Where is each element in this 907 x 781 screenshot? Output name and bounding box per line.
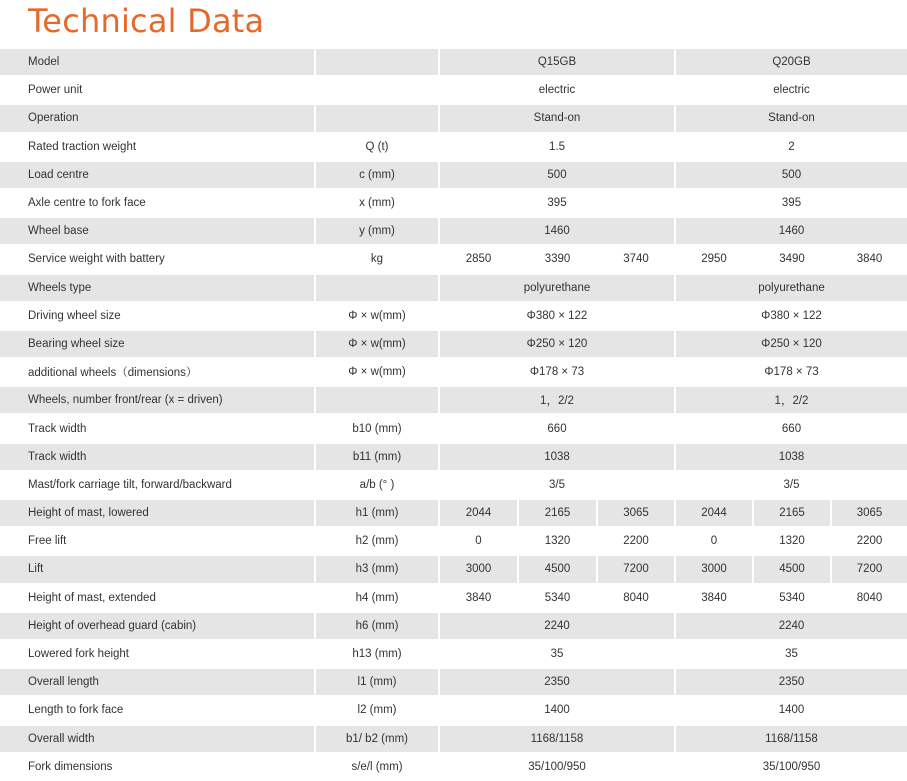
row-unit: h13 (mm) <box>352 648 402 661</box>
value-q20gb: Stand-on <box>676 105 907 131</box>
value-q15gb-2: 1320 <box>544 535 571 548</box>
value-q15gb: 2240 <box>440 613 674 639</box>
value-q20gb: 1038 <box>676 444 907 470</box>
table-row <box>0 753 907 781</box>
row-label: Rated traction weight <box>28 140 137 153</box>
value-q20gb: 395 <box>781 197 802 210</box>
table-row <box>0 499 907 527</box>
table-row <box>0 133 907 161</box>
row-label: Fork dimensions <box>28 760 113 773</box>
row-label: Mast/fork carriage tilt, forward/backward <box>28 478 232 491</box>
value-q20gb: Q20GB <box>676 49 907 75</box>
row-unit: l2 (mm) <box>357 704 397 717</box>
value-q20gb: 3/5 <box>783 478 800 491</box>
value-q15gb: 1，2/2 <box>440 387 674 413</box>
value-q15gb: Q15GB <box>440 49 674 75</box>
table-row <box>0 640 907 668</box>
value-q20gb: 2240 <box>676 613 907 639</box>
row-unit: s/e/l (mm) <box>351 760 403 773</box>
value-q15gb: polyurethane <box>440 275 674 301</box>
value-q20gb: 35/100/950 <box>762 760 821 773</box>
row-unit <box>316 105 438 131</box>
row-unit: c (mm) <box>316 162 438 188</box>
value-q20gb: 1400 <box>778 704 805 717</box>
value-q15gb: 2350 <box>440 669 674 695</box>
row-unit: Φ × w(mm) <box>348 366 406 379</box>
row-label: Overall width <box>0 726 314 752</box>
value-q15gb-1: 3840 <box>465 591 492 604</box>
row-unit: b11 (mm) <box>316 444 438 470</box>
row-label: additional wheels（dimensions） <box>28 367 198 380</box>
row-label: Service weight with battery <box>28 253 165 266</box>
table-row <box>0 217 907 245</box>
row-label: Wheels, number front/rear (x = driven) <box>0 387 314 413</box>
value-q20gb-1: 3000 <box>676 556 752 582</box>
value-q15gb-1: 2044 <box>440 500 517 526</box>
table-row <box>0 274 907 302</box>
value-q20gb-1: 3840 <box>701 591 727 604</box>
row-unit: y (mm) <box>316 218 438 244</box>
row-label: Length to fork face <box>28 704 124 717</box>
value-q20gb-2: 2165 <box>754 500 830 526</box>
table-row <box>0 161 907 189</box>
value-q15gb: 35 <box>550 648 564 661</box>
value-q20gb-3: 3840 <box>856 253 883 266</box>
table-row <box>0 584 907 612</box>
value-q15gb-1: 0 <box>475 535 482 548</box>
table-row <box>0 555 907 583</box>
row-label: Track width <box>28 422 87 435</box>
row-label: Driving wheel size <box>28 309 121 322</box>
row-unit: Φ × w(mm) <box>316 331 438 357</box>
row-label: Free lift <box>28 535 67 548</box>
technical-data-table <box>0 48 907 781</box>
table-row <box>0 76 907 104</box>
row-unit: Φ × w(mm) <box>348 309 406 322</box>
row-label: Axle centre to fork face <box>28 197 146 210</box>
value-q20gb-3: 8040 <box>856 591 883 604</box>
value-q15gb-3: 3740 <box>623 253 649 266</box>
value-q15gb: Φ380 × 122 <box>526 309 588 322</box>
row-unit <box>316 77 438 103</box>
value-q15gb: 1168/1158 <box>440 726 674 752</box>
row-label: Height of mast, extended <box>28 591 156 604</box>
table-row <box>0 302 907 330</box>
row-label: Height of mast, lowered <box>0 500 314 526</box>
row-unit <box>316 275 438 301</box>
value-q15gb-1: 3000 <box>440 556 517 582</box>
row-unit: h6 (mm) <box>316 613 438 639</box>
row-unit: b10 (mm) <box>352 422 402 435</box>
row-label: Overall length <box>0 669 314 695</box>
table-row <box>0 696 907 724</box>
value-q15gb-1: 2850 <box>465 253 492 266</box>
value-q15gb: 660 <box>547 422 567 435</box>
value-q20gb: 1460 <box>676 218 907 244</box>
value-q20gb-3: 7200 <box>832 556 907 582</box>
value-q15gb-3: 7200 <box>598 556 674 582</box>
value-q20gb-1: 0 <box>710 535 718 548</box>
table-row <box>0 358 907 386</box>
value-q15gb: electric <box>538 84 576 97</box>
row-unit: b1/ b2 (mm) <box>316 726 438 752</box>
value-q20gb: 2350 <box>676 669 907 695</box>
value-q15gb: 1038 <box>440 444 674 470</box>
value-q15gb: Φ178 × 73 <box>529 366 585 379</box>
value-q20gb: 2 <box>788 140 795 153</box>
table-row <box>0 48 907 76</box>
table-row <box>0 386 907 414</box>
table-row <box>0 443 907 471</box>
value-q20gb-1: 2950 <box>701 253 727 266</box>
row-label: Wheel base <box>0 218 314 244</box>
value-q20gb: 1，2/2 <box>676 387 907 413</box>
row-unit: l1 (mm) <box>316 669 438 695</box>
value-q15gb: 35/100/950 <box>528 760 586 773</box>
value-q15gb-3: 3065 <box>598 500 674 526</box>
table-row <box>0 527 907 555</box>
row-unit: kg <box>370 253 384 266</box>
row-unit: a/b (° ) <box>359 478 395 491</box>
row-label: Lift <box>0 556 314 582</box>
row-label: Power unit <box>28 84 83 97</box>
value-q20gb-3: 3065 <box>832 500 907 526</box>
value-q15gb-2: 2165 <box>519 500 596 526</box>
table-row <box>0 668 907 696</box>
row-label: Bearing wheel size <box>0 331 314 357</box>
row-label: Height of overhead guard (cabin) <box>0 613 314 639</box>
value-q15gb-2: 3390 <box>544 253 571 266</box>
row-unit: x (mm) <box>359 197 395 210</box>
value-q15gb: 1460 <box>440 218 674 244</box>
value-q15gb: 395 <box>547 197 567 210</box>
value-q15gb-2: 4500 <box>519 556 596 582</box>
table-row <box>0 189 907 217</box>
value-q20gb: Φ380 × 122 <box>761 309 822 322</box>
row-unit: h4 (mm) <box>355 591 399 604</box>
value-q20gb: 500 <box>676 162 907 188</box>
page-title: Technical Data <box>28 2 265 40</box>
value-q20gb-2: 4500 <box>754 556 830 582</box>
value-q20gb-2: 5340 <box>779 591 805 604</box>
table-row <box>0 245 907 273</box>
row-unit: h1 (mm) <box>316 500 438 526</box>
table-row <box>0 104 907 132</box>
value-q15gb-3: 2200 <box>623 535 649 548</box>
row-unit <box>316 387 438 413</box>
table-row <box>0 471 907 499</box>
value-q15gb: 500 <box>440 162 674 188</box>
table-row <box>0 612 907 640</box>
row-label: Track width <box>0 444 314 470</box>
value-q20gb: electric <box>773 84 810 97</box>
value-q20gb: Φ250 × 120 <box>676 331 907 357</box>
table-row <box>0 330 907 358</box>
row-unit <box>316 49 438 75</box>
value-q15gb: 1400 <box>544 704 570 717</box>
row-label: Load centre <box>0 162 314 188</box>
value-q20gb: 35 <box>785 648 798 661</box>
row-label: Lowered fork height <box>28 648 130 661</box>
value-q15gb-3: 8040 <box>623 591 649 604</box>
value-q15gb: Φ250 × 120 <box>440 331 674 357</box>
value-q20gb-1: 2044 <box>676 500 752 526</box>
value-q20gb-3: 2200 <box>856 535 883 548</box>
value-q20gb-2: 1320 <box>779 535 805 548</box>
row-unit: h3 (mm) <box>316 556 438 582</box>
row-unit: Q (t) <box>365 140 389 153</box>
value-q15gb: 3/5 <box>549 478 565 491</box>
table-row <box>0 725 907 753</box>
value-q20gb: Φ178 × 73 <box>764 366 819 379</box>
value-q20gb-2: 3490 <box>779 253 805 266</box>
value-q15gb: 1.5 <box>549 140 565 153</box>
value-q20gb: polyurethane <box>676 275 907 301</box>
row-unit: h2 (mm) <box>355 535 399 548</box>
value-q15gb: Stand-on <box>440 105 674 131</box>
table-row <box>0 414 907 442</box>
value-q20gb: 660 <box>781 422 802 435</box>
value-q15gb-2: 5340 <box>544 591 571 604</box>
value-q20gb: 1168/1158 <box>676 726 907 752</box>
row-label: Model <box>0 49 314 75</box>
row-label: Wheels type <box>0 275 314 301</box>
row-label: Operation <box>0 105 314 131</box>
